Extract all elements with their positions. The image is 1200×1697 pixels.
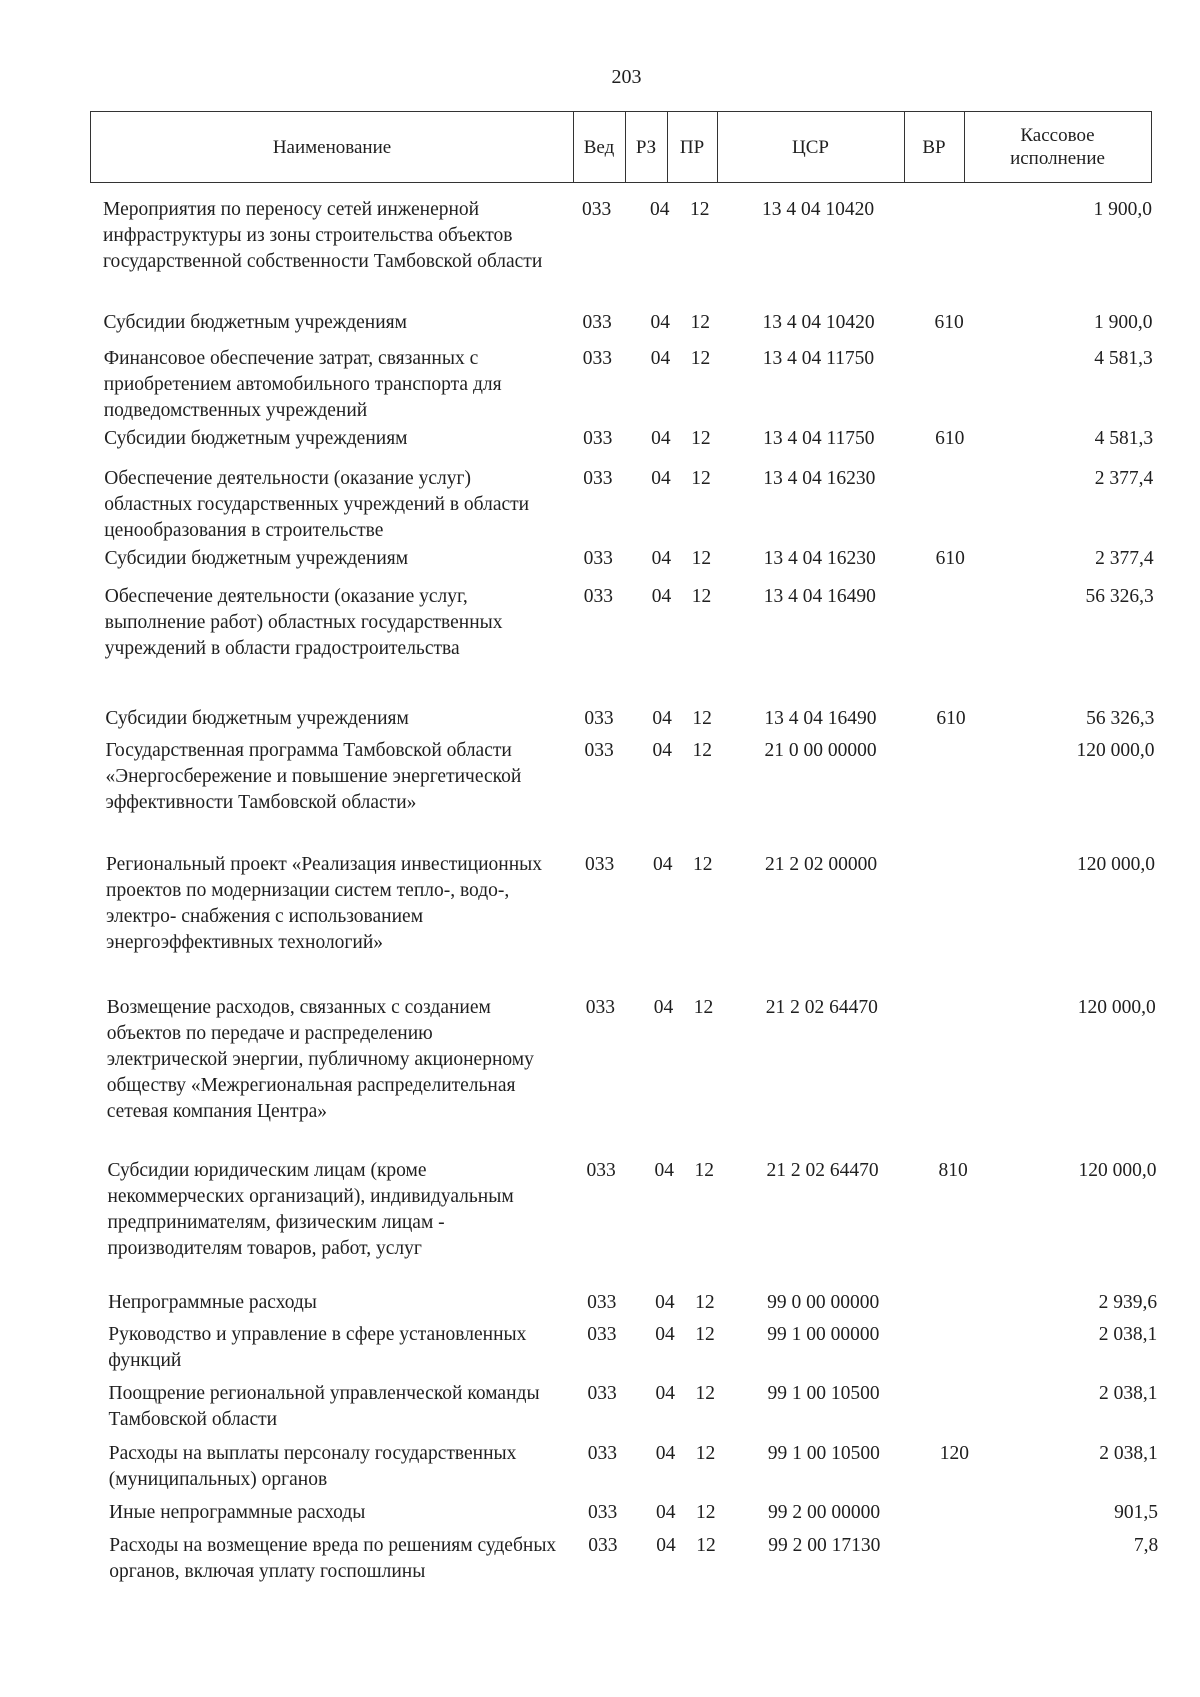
cell-name: Расходы на выплаты персоналу государственных (муниципальных) органов [108,1443,517,1490]
cell-name: Субсидии бюджетным учреждениям [104,428,408,449]
cell-ved: 033 [583,468,613,489]
cell-pr: 12 [691,548,712,569]
cell-vr: 610 [934,312,964,333]
cell-pr: 12 [695,1383,715,1404]
cell-vr: 610 [936,708,966,729]
cell-name: Поощрение региональной управленческой команды Тамбовской области [108,1383,540,1430]
cell-amount: 120 000,0 [1077,997,1156,1018]
cell-csr: 99 1 00 00000 [767,1324,880,1345]
cell-rz: 04 [650,312,671,333]
cell-rz: 04 [655,1324,675,1345]
cell-pr: 12 [695,1292,715,1313]
cell-csr: 13 4 04 16230 [763,548,876,569]
cell-ved: 033 [582,312,612,333]
cell-vr: 610 [935,548,965,569]
header-ved: Вед [583,136,615,158]
cell-csr: 21 0 00 00000 [764,740,877,761]
cell-name: Субсидии юридическим лицам (кроме некоммерческих организаций), индивидуальным предпринимателям, физическим лицам - производителям товаров, работ, услуг [107,1160,514,1259]
cell-pr: 12 [690,312,711,333]
cell-rz: 04 [651,548,672,569]
cell-rz: 04 [654,1160,674,1181]
cell-csr: 13 4 04 16490 [763,586,876,607]
cell-ved: 033 [582,199,612,220]
cell-name: Иные непрограммные расходы [109,1502,366,1523]
cell-rz: 04 [650,199,670,220]
header-rz: РЗ [635,136,657,158]
cell-amount: 4 581,3 [1094,428,1154,449]
cell-name: Обеспечение деятельности (оказание услуг, выполнение работ) областных государственных учреждений в области градостроительства [104,586,503,659]
cell-rz: 04 [652,740,672,761]
cell-csr: 21 2 02 64470 [765,997,878,1018]
cell-pr: 12 [696,1502,716,1523]
cell-amount: 7,8 [1133,1535,1159,1556]
cell-ved: 033 [584,708,614,729]
cell-name: Возмещение расходов, связанных с созданием объектов по передаче и распределению электрической энергии, публичному акционерному обществу «Межрегиональная распределительная сетевая компания Центра» [106,997,534,1122]
cell-rz: 04 [651,586,672,607]
cell-amount: 120 000,0 [1078,1160,1157,1181]
cell-csr: 99 2 00 17130 [768,1535,881,1556]
cell-ved: 033 [586,1160,616,1181]
cell-name: Субсидии бюджетным учреждениям [105,708,409,729]
header-name: Наименование [272,136,392,158]
cell-ved: 033 [588,1502,618,1523]
cell-ved: 033 [588,1535,618,1556]
cell-amount: 2 939,6 [1098,1292,1158,1313]
cell-ved: 033 [587,1292,617,1313]
cell-ved: 033 [583,428,613,449]
cell-name: Региональный проект «Реализация инвестиционных проектов по модернизации систем тепло-, водо-, электро- снабжения с использованием энергоэффективных технологий» [106,854,542,953]
cell-name: Государственная программа Тамбовской области «Энергосбережение и повышение энергетической эффективности Тамбовской области» [105,740,522,813]
cell-ved: 033 [587,1383,617,1404]
cell-name: Субсидии бюджетным учреждениям [103,312,407,333]
cell-amount: 1 900,0 [1094,312,1153,333]
cell-pr: 12 [695,1443,716,1464]
cell-amount: 2 038,1 [1099,1443,1158,1464]
cell-csr: 13 4 04 16230 [763,468,876,489]
cell-ved: 033 [585,997,615,1018]
cell-csr: 99 1 00 10500 [767,1383,880,1404]
cell-amount: 2 038,1 [1098,1383,1158,1404]
cell-ved: 033 [587,1324,617,1345]
cell-ved: 033 [584,740,614,761]
cell-ved: 033 [583,548,613,569]
cell-pr: 12 [691,468,711,489]
cell-pr: 12 [692,708,712,729]
cell-rz: 04 [652,708,672,729]
cell-csr: 99 0 00 00000 [767,1292,880,1313]
cell-rz: 04 [651,468,671,489]
cell-vr: 120 [939,1443,970,1464]
cell-amount: 2 038,1 [1098,1324,1158,1345]
header-amount: Кассовое исполнение [1010,125,1105,169]
cell-rz: 04 [653,854,673,875]
cell-name: Субсидии бюджетным учреждениям [104,548,409,569]
page-number: 203 [611,66,642,88]
header-csr: ЦСР [792,136,829,158]
cell-rz: 04 [651,428,671,449]
cell-csr: 13 4 04 10420 [762,199,875,220]
cell-amount: 2 377,4 [1095,548,1154,569]
cell-amount: 120 000,0 [1076,740,1155,761]
cell-pr: 12 [695,1324,715,1345]
cell-vr: 610 [935,428,965,449]
header-pr: ПР [679,136,705,158]
cell-rz: 04 [655,1292,675,1313]
cell-pr: 12 [693,854,713,875]
cell-pr: 12 [696,1535,716,1556]
cell-amount: 901,5 [1114,1502,1159,1523]
cell-csr: 13 4 04 11750 [763,428,875,449]
cell-pr: 12 [692,740,712,761]
cell-amount: 4 581,3 [1094,348,1153,369]
cell-amount: 120 000,0 [1077,854,1156,875]
cell-pr: 12 [691,586,712,607]
cell-vr: 810 [938,1160,968,1181]
cell-amount: 56 326,3 [1085,586,1154,607]
cell-csr: 13 4 04 10420 [762,312,875,333]
cell-csr: 99 2 00 00000 [768,1502,881,1523]
cell-rz: 04 [656,1502,676,1523]
cell-csr: 13 4 04 16490 [764,708,877,729]
cell-name: Финансовое обеспечение затрат, связанных с приобретением автомобильного транспорта для подведомственных учреждений [103,348,502,421]
cell-name: Непрограммные расходы [108,1292,317,1313]
cell-ved: 033 [587,1443,618,1464]
cell-amount: 1 900,0 [1093,199,1152,220]
cell-name: Мероприятия по переносу сетей инженерной инфраструктуры из зоны строительства объектов государственной собственности Тамбовской области [103,199,543,272]
cell-csr: 13 4 04 11750 [762,348,875,369]
header-vr: ВР [922,136,946,158]
cell-csr: 21 2 02 00000 [765,854,878,875]
cell-csr: 21 2 02 64470 [766,1160,879,1181]
cell-ved: 033 [582,348,612,369]
cell-rz: 04 [655,1383,675,1404]
cell-amount: 56 326,3 [1086,708,1155,729]
cell-rz: 04 [653,997,674,1018]
cell-ved: 033 [583,586,614,607]
cell-name: Обеспечение деятельности (оказание услуг) областных государственных учреждений в области ценообразования в строительстве [104,468,530,541]
cell-pr: 12 [690,199,710,220]
cell-csr: 99 1 00 10500 [767,1443,880,1464]
cell-rz: 04 [656,1535,676,1556]
cell-amount: 2 377,4 [1094,468,1154,489]
cell-pr: 12 [694,1160,714,1181]
cell-name: Расходы на возмещение вреда по решениям судебных органов, включая уплату госпошлины [109,1535,557,1582]
cell-pr: 12 [690,348,711,369]
cell-rz: 04 [655,1443,676,1464]
cell-rz: 04 [650,348,671,369]
cell-pr: 12 [691,428,711,449]
cell-name: Руководство и управление в сфере установленных функций [108,1324,527,1371]
cell-ved: 033 [585,854,615,875]
cell-pr: 12 [693,997,714,1018]
